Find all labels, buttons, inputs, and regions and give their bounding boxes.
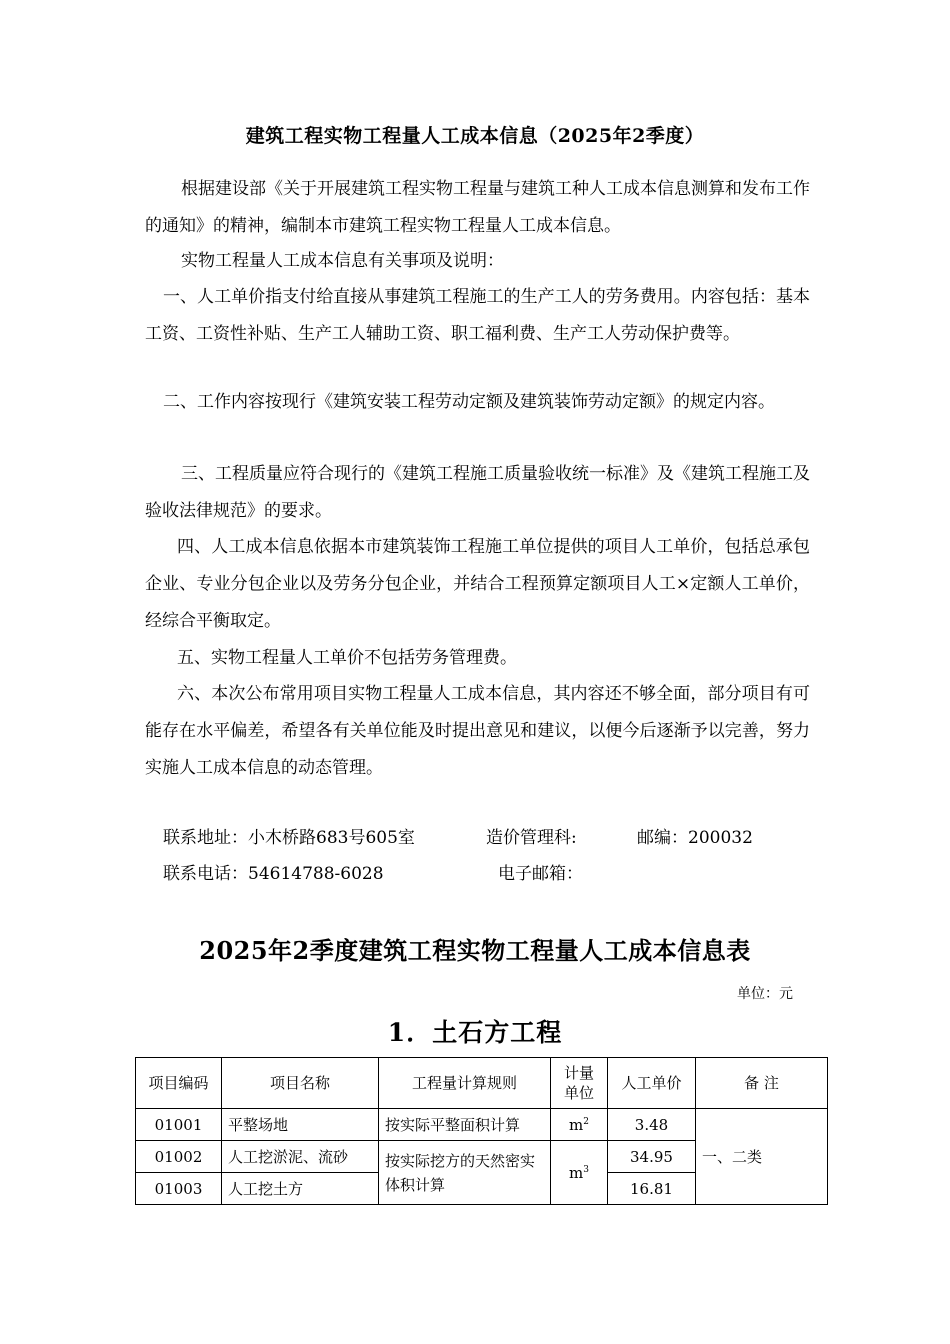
header-unit: 计量单位 bbox=[551, 1058, 608, 1109]
row-price: 3.48 bbox=[608, 1109, 696, 1141]
table-title: 2025年2季度建筑工程实物工程量人工成本信息表 bbox=[199, 936, 751, 965]
intro-paragraph: 根据建设部《关于开展建筑工程实物工程量与建筑工种人工成本信息测算和发布工作的通知》的精神，编制本市建筑工程实物工程量人工成本信息。 bbox=[145, 179, 810, 236]
contact-department: 造价管理科: bbox=[486, 828, 577, 848]
row-name: 人工挖淤泥、流砂 bbox=[222, 1141, 379, 1173]
contact-address: 联系地址：小木桥路683号605室 bbox=[163, 828, 415, 848]
note-item-1: 一、人工单价指支付给直接从事建筑工程施工的生产工人的劳务费用。内容包括：基本工资、工资性补贴、生产工人辅助工资、职工福利费、生产工人劳动保护费等。 bbox=[145, 287, 810, 344]
table-header-row bbox=[136, 1058, 828, 1109]
note-item-3: 三、工程质量应符合现行的《建筑工程施工质量验收统一标准》及《建筑工程施工及验收法律规范》的要求。 bbox=[145, 464, 810, 521]
row-rule: 按实际挖方的天然密实体积计算 bbox=[379, 1141, 551, 1205]
header-price: 人工单价 bbox=[608, 1058, 696, 1109]
row-unit bbox=[551, 1141, 608, 1205]
row-code: 01001 bbox=[136, 1109, 222, 1141]
header-code: 项目编码 bbox=[136, 1058, 222, 1109]
note-item-6: 六、本次公布常用项目实物工程量人工成本信息，其内容还不够全面，部分项目有可能存在水平偏差，希望各有关单位能及时提出意见和建议，以便今后逐渐予以完善，努力实施人工成本信息的动态管理。 bbox=[145, 684, 810, 778]
contact-email: 电子邮箱： bbox=[498, 864, 583, 884]
row-price: 34.95 bbox=[608, 1141, 696, 1173]
note-item-4: 四、人工成本信息依据本市建筑装饰工程施工单位提供的项目人工单价，包括总承包企业、专业分包企业以及劳务分包企业，并结合工程预算定额项目人工×定额人工单价，经综合平衡取定。 bbox=[145, 537, 810, 631]
row-remark: 一、二类 bbox=[696, 1109, 828, 1205]
row-code: 01003 bbox=[136, 1173, 222, 1205]
contact-phone: 联系电话：54614788-6028 bbox=[163, 864, 384, 884]
note-item-2: 二、工作内容按现行《建筑安装工程劳动定额及建筑装饰劳动定额》的规定内容。 bbox=[163, 392, 775, 412]
labor-cost-table bbox=[135, 1057, 828, 1205]
row-code: 01002 bbox=[136, 1141, 222, 1173]
section-title: 1．土石方工程 bbox=[387, 1018, 563, 1047]
row-unit bbox=[551, 1109, 608, 1141]
row-rule: 按实际平整面积计算 bbox=[379, 1109, 551, 1141]
note-item-5: 五、实物工程量人工单价不包括劳务管理费。 bbox=[177, 648, 517, 668]
unit-text: m bbox=[569, 1115, 584, 1134]
intro-subheading: 实物工程量人工成本信息有关事项及说明： bbox=[181, 251, 504, 271]
header-remark: 备 注 bbox=[696, 1058, 828, 1109]
unit-label: 单位：元 bbox=[737, 986, 793, 1002]
doc-title: 建筑工程实物工程量人工成本信息（2025年2季度） bbox=[245, 125, 705, 147]
header-name: 项目名称 bbox=[222, 1058, 379, 1109]
header-rule: 工程量计算规则 bbox=[379, 1058, 551, 1109]
contact-postcode: 邮编：200032 bbox=[637, 828, 753, 848]
unit-superscript: 3 bbox=[583, 1164, 589, 1175]
row-name: 人工挖土方 bbox=[222, 1173, 379, 1205]
row-name: 平整场地 bbox=[222, 1109, 379, 1141]
unit-superscript: 2 bbox=[583, 1116, 589, 1127]
table-row bbox=[136, 1109, 828, 1141]
row-price: 16.81 bbox=[608, 1173, 696, 1205]
unit-text: m bbox=[569, 1163, 584, 1182]
